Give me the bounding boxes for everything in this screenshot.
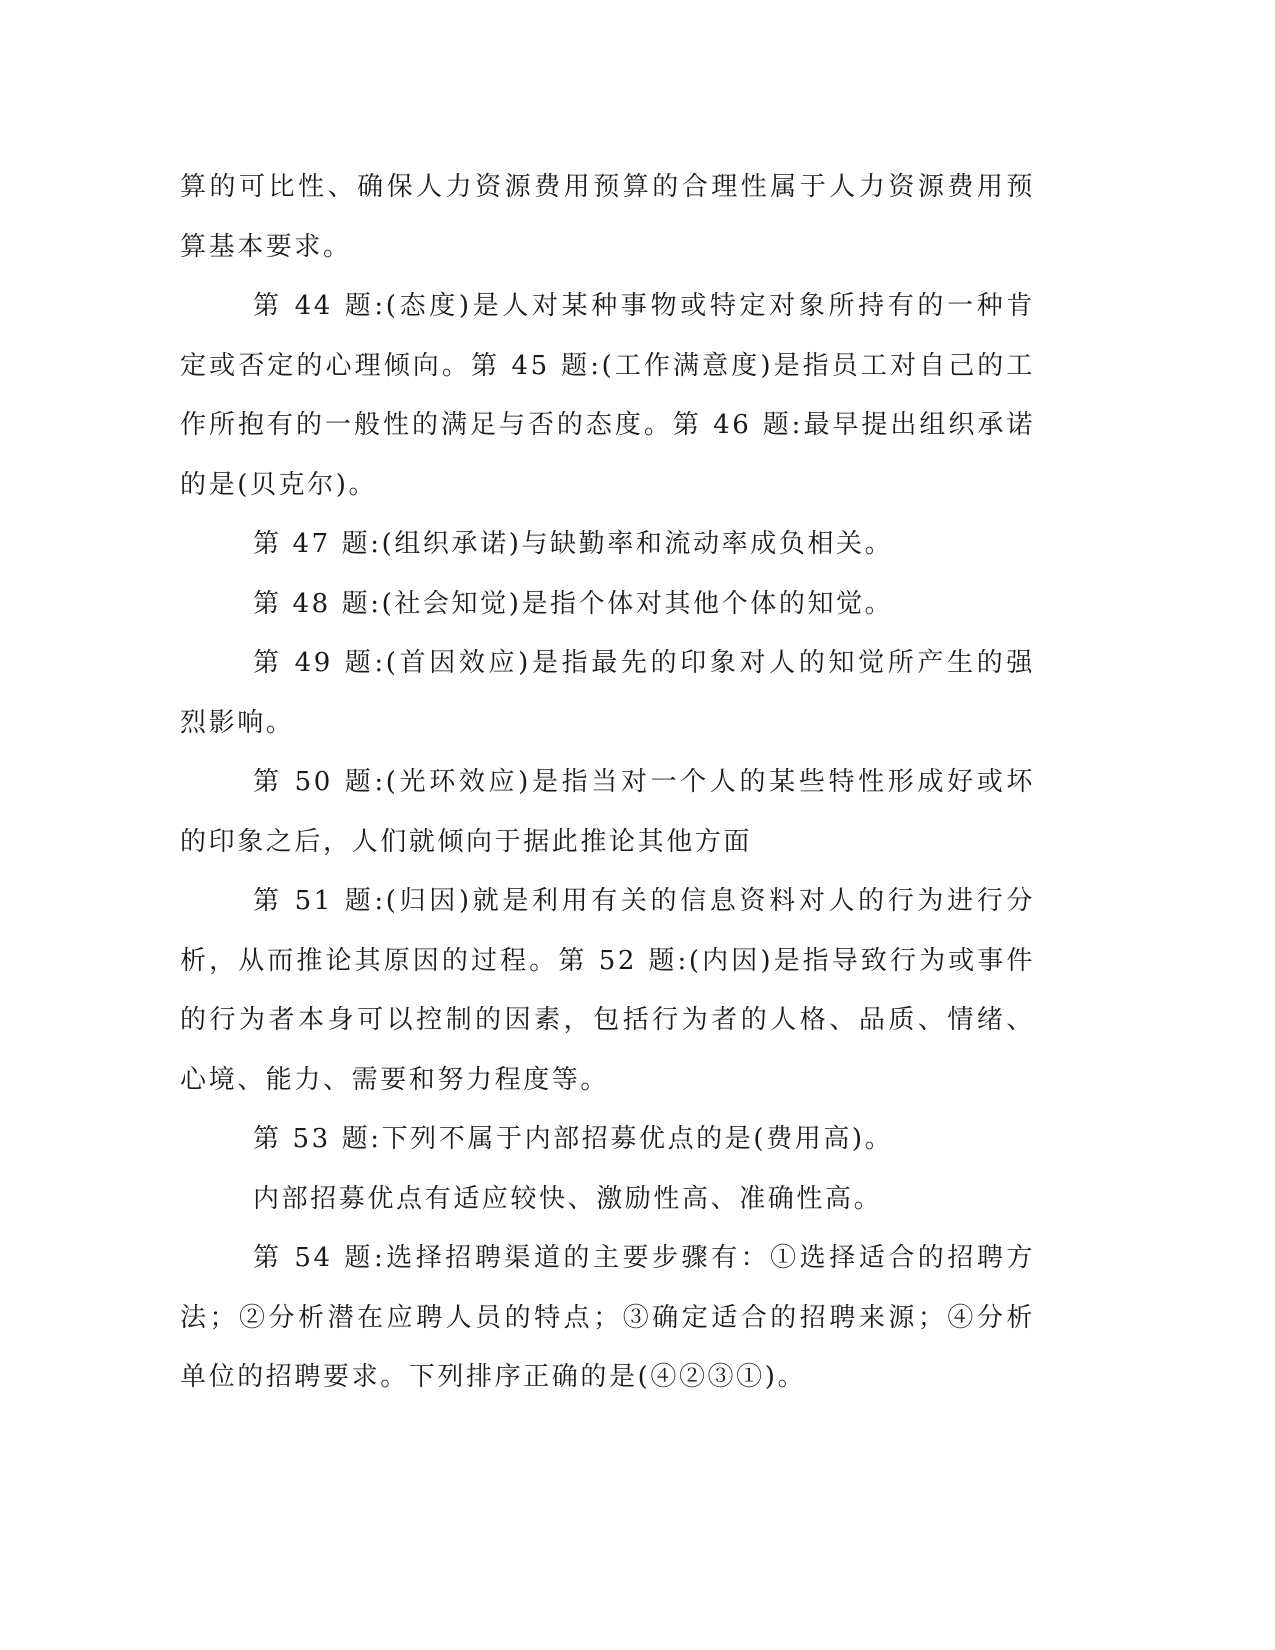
paragraph-internal-recruitment: 内部招募优点有适应较快、激励性高、准确性高。 [253, 1183, 883, 1214]
paragraph-q44-q46: 第 44 题:(态度)是人对某种事物或特定对象所持有的一种肯定或否定的心理倾向。第 45 题:(工作满意度)是指员工对自己的工作所抱有的一般性的满足与否的态度。第 46 题:最早提出组织承诺的是(贝克尔)。 [180, 291, 1035, 500]
paragraph-q48: 第 48 题:(社会知觉)是指个体对其他个体的知觉。 [253, 588, 894, 619]
paragraph-q54: 第 54 题:选择招聘渠道的主要步骤有：①选择适合的招聘方法；②分析潜在应聘人员的特点；③确定适合的招聘来源；④分析单位的招聘要求。下列排序正确的是(④②③①)。 [180, 1243, 1035, 1392]
paragraph-q53: 第 53 题:下列不属于内部招募优点的是(费用高)。 [253, 1124, 894, 1154]
paragraph-q47: 第 47 题:(组织承诺)与缺勤率和流动率成负相关。 [253, 529, 894, 559]
paragraph-budget-continuation: 算的可比性、确保人力资源费用预算的合理性属于人力资源费用预算基本要求。 [180, 172, 1035, 262]
paragraph-q49: 第 49 题:(首因效应)是指最先的印象对人的知觉所产生的强烈影响。 [180, 648, 1035, 738]
paragraph-q50: 第 50 题:(光环效应)是指当对一个人的某些特性形成好或坏的印象之后，人们就倾向于据此推论其他方面 [180, 767, 1035, 857]
paragraph-q51-q52: 第 51 题:(归因)就是利用有关的信息资料对人的行为进行分析，从而推论其原因的过程。第 52 题:(内因)是指导致行为或事件的行为者本身可以控制的因素，包括行为者的人格、品质、情绪、心境、能力、需要和努力程度等。 [180, 886, 1035, 1095]
document-body [180, 158, 1035, 1408]
